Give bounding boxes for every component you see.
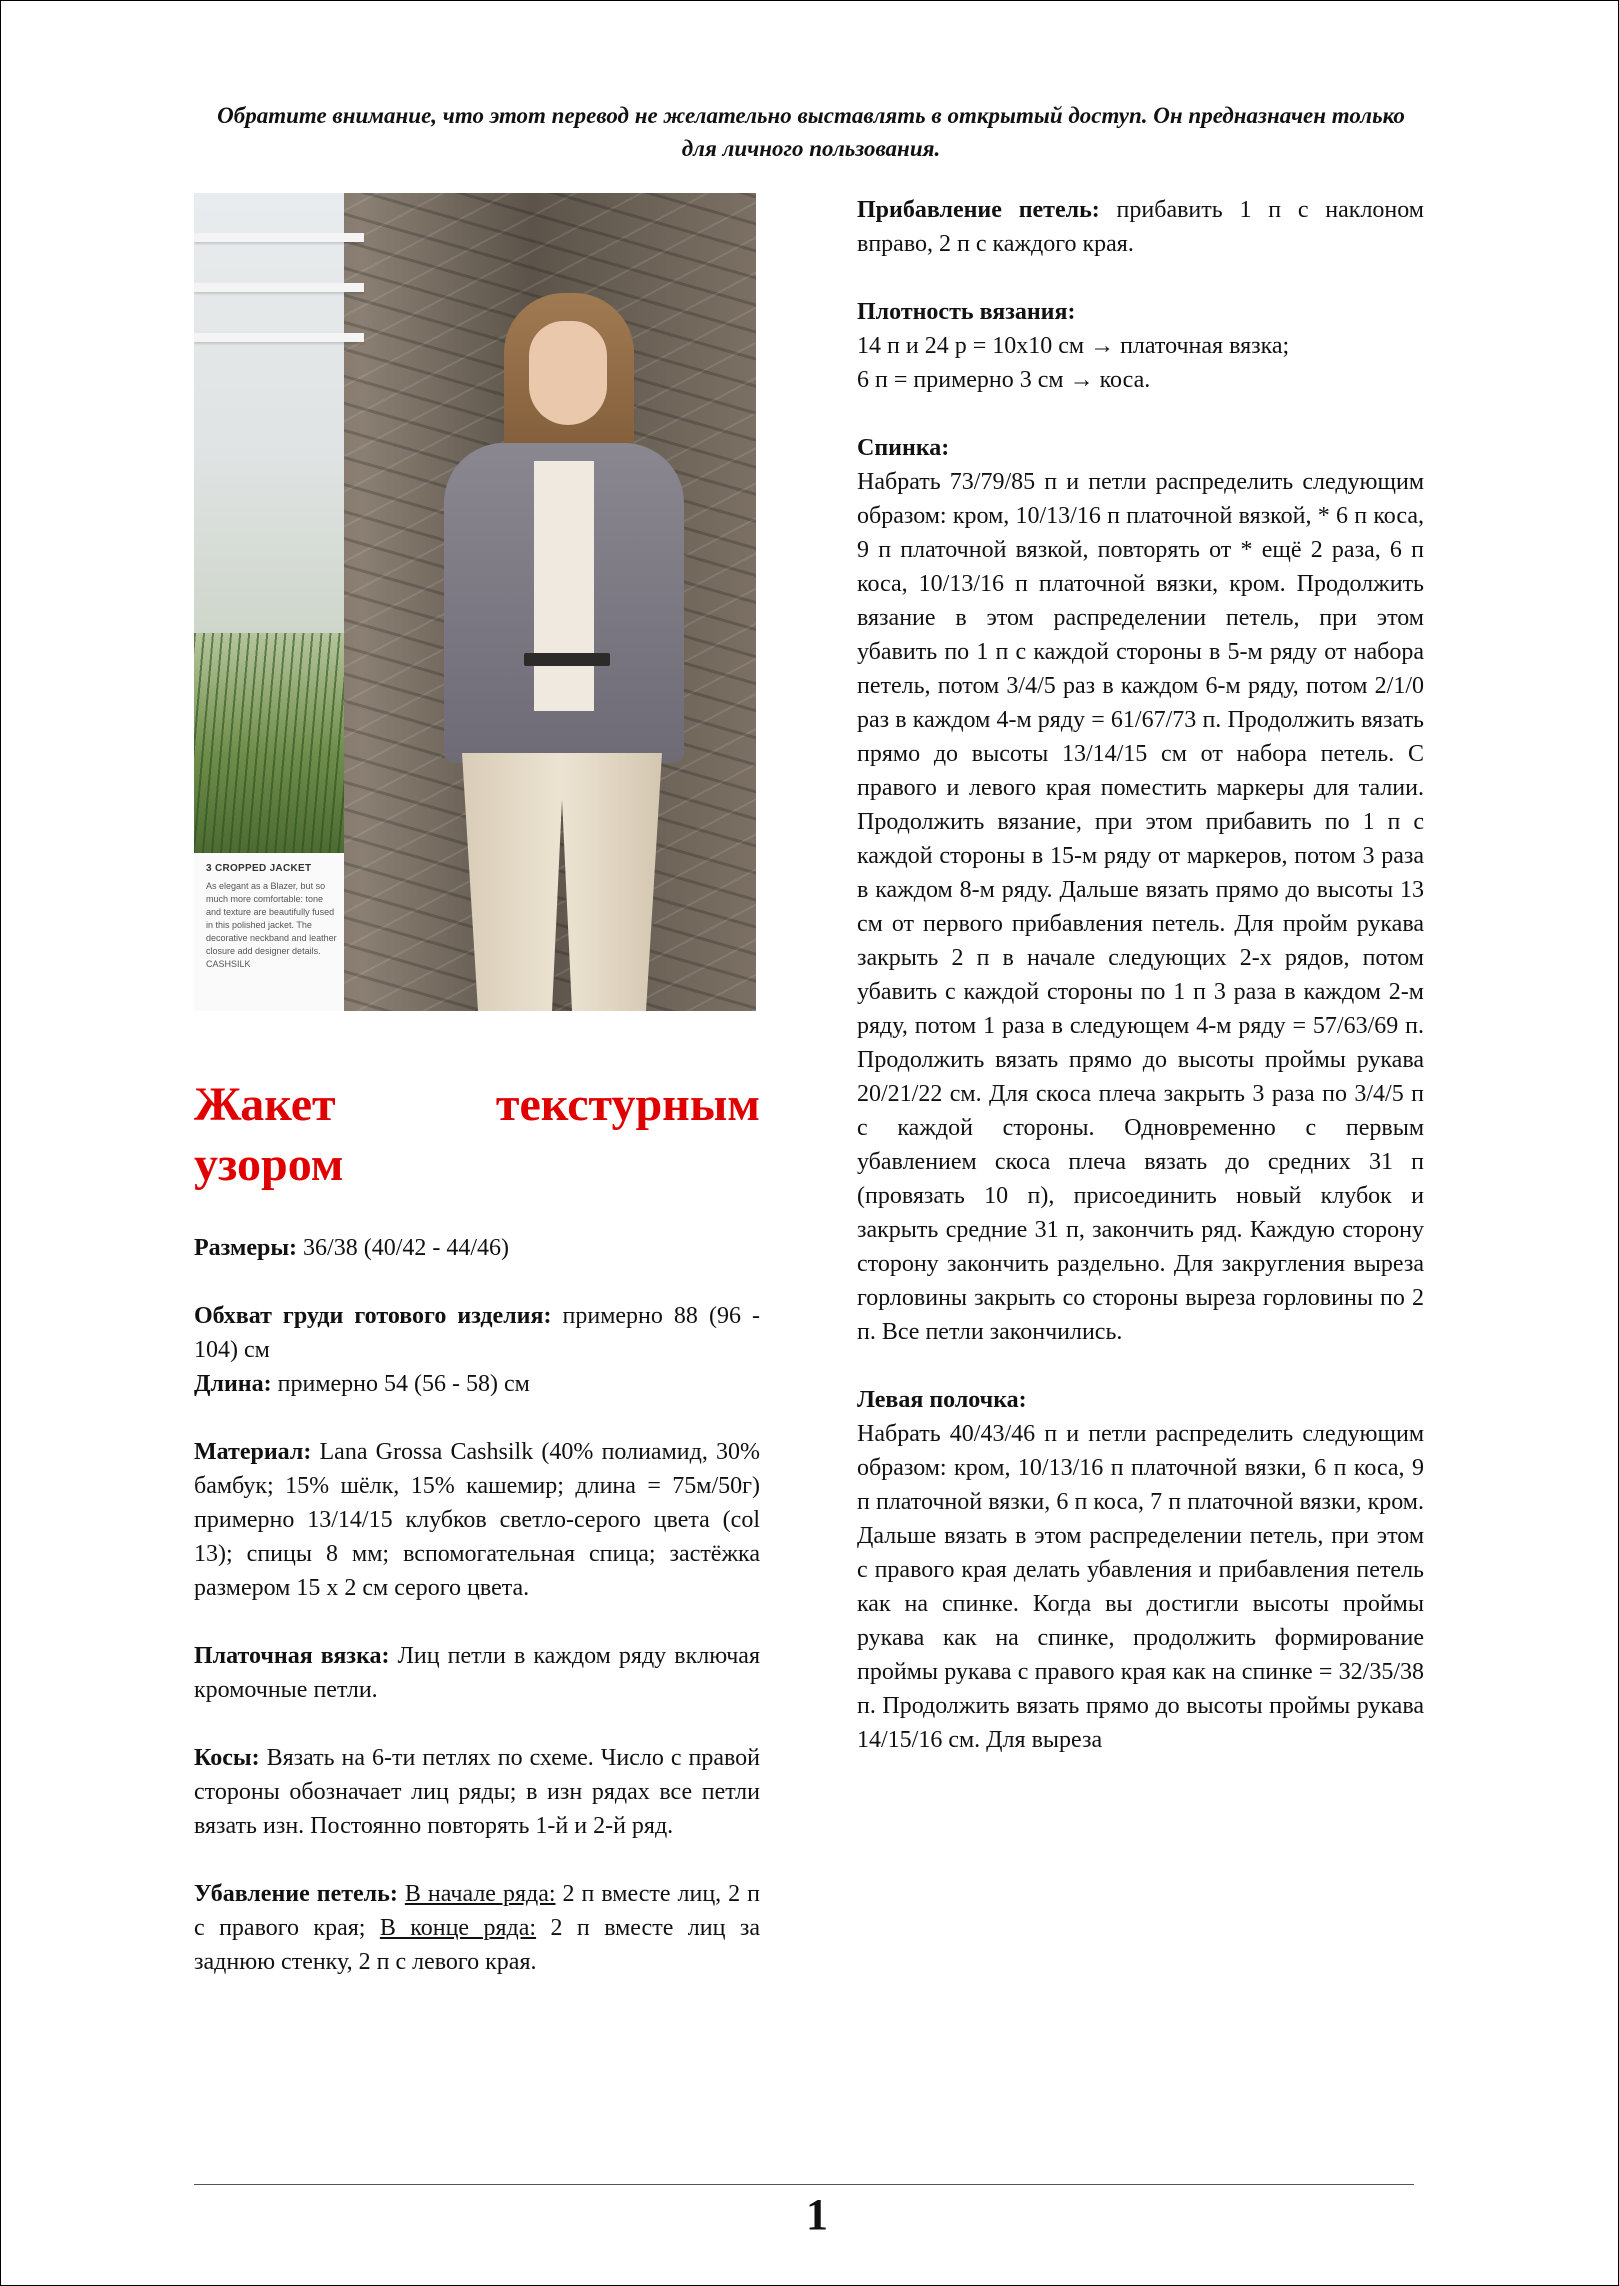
bust-text: примерно 88 (96 - 104) см — [194, 1303, 761, 1363]
length-paragraph — [194, 1367, 760, 1401]
left-front-label: Левая полочка: — [857, 1387, 1027, 1413]
window-beam — [194, 333, 364, 342]
pattern-title-line1: Жакет текстурным — [194, 1078, 760, 1131]
cables-label: Косы: — [194, 1745, 260, 1771]
photo-caption-text: As elegant as a Blazer, but so much more comfortable: tone and texture are beautifully fused in this polished jacket. The decorative neckband and leather closure add designer details. CASHSILK — [206, 881, 337, 969]
model-photo — [194, 193, 756, 1011]
sizes-label: Размеры: — [194, 1235, 298, 1261]
right-column — [857, 193, 1424, 1757]
left-front-text: Набрать 40/43/46 п и петли распределить следующим образом: кром, 10/13/16 п платочной вязки, 6 п коса, 9 п платочной вязки, 6 п коса, 7 п платочной вязки, кром. Дальше вязать в этом распределении петель, при этом с правого края делать убавления и прибавления петель как на спинке. Когда вы достигли высоты проймы рукава как на спинке, продолжить формирование проймы рукава с правого края как на спинке = 32/35/38 п. Продолжить вязать прямо до высоты проймы рукава 14/15/16 см. Для выреза — [857, 1421, 1424, 1753]
decrease-paragraph — [194, 1877, 760, 1979]
material-text: Lana Grossa Cashsilk (40% полиамид, 30% бамбук; 15% шёлк, 15% кашемир; длина = 75м/50г) примерно 13/14/15 клубков светло-серого цвета (col 13); спицы 8 мм; вспомогательная спица; застёжка размером 15 x 2 см серого цвета. — [194, 1439, 760, 1601]
private-use-notice: Обратите внимание, что этот перевод не желательно выставлять в открытый доступ. Он предназначен только для личного пользования. — [217, 103, 1405, 161]
pattern-title-line2: узором — [194, 1138, 344, 1191]
decrease-row-end-label: В конце ряда: — [379, 1915, 537, 1941]
footer-divider — [194, 2184, 1414, 2185]
window-beam — [194, 233, 364, 242]
garter-stitch-text: Лиц петли в каждом ряду включая кромочные петли. — [194, 1643, 760, 1703]
decrease-row-start-label: В начале ряда: — [404, 1881, 556, 1907]
sizes-paragraph — [194, 1231, 760, 1265]
pattern-title — [194, 1075, 760, 1195]
decrease-row-start-text: 2 п вместе лиц, 2 п с правого края; — [194, 1881, 760, 1941]
decrease-row-end-text: 2 п вместе лиц за заднюю стенку, 2 п с левого края. — [194, 1915, 760, 1975]
leather-closure — [524, 653, 610, 666]
page-number: 1 — [806, 2190, 828, 2239]
increase-paragraph — [857, 193, 1424, 261]
increase-text: прибавить 1 п с наклоном вправо, 2 п с каждого края. — [857, 197, 1424, 257]
gauge-line-garter: 14 п и 24 р = 10x10 см → платочная вязка; — [857, 333, 1290, 359]
gauge-line-cable: 6 п = примерно 3 см → коса. — [857, 367, 1151, 393]
material-label: Материал: — [194, 1439, 312, 1465]
sizes-text: 36/38 (40/42 - 44/46) — [297, 1235, 510, 1261]
left-column — [194, 1231, 760, 1979]
window-beam — [194, 283, 364, 292]
back-text: Набрать 73/79/85 п и петли распределить следующим образом: кром, 10/13/16 п платочной вязкой, * 6 п коса, 9 п платочной вязкой, повторять от * ещё 2 раза, 6 п коса, 10/13/16 п платочной вязки, кром. Продолжить вязание в этом распределении петель, при этом убавить по 1 п с каждой стороны в 5-м ряду от набора петель, потом 3/4/5 раз в каждом 6-м ряду, потом 2/1/0 раз в каждом 4-м ряду = 61/67/73 п. Продолжить вязать прямо до высоты 13/14/15 см от набора петель. С правого и левого края поместить маркеры для талии. Продолжить вязание, при этом прибавить по 1 п с каждой стороны в 15-м ряду от маркеров, потом 3 раза в каждом 8-м ряду. Дальше вязать прямо до высоты 13 см от первого прибавления петель. Для пройм рукава закрыть 2 п в начале следующих 2-х рядов, потом убавить с каждой стороны по 1 п 3 раза в каждом 2-м ряду, потом 1 раза в следующем 4-м ряду = 57/63/69 п. Продолжить вязать прямо до высоты проймы рукава 20/21/22 см. Для скоса плеча закрыть 3 раза по 3/4/5 п с каждой стороны. Одновременно с первым убавлением скоса плеча вязать до средних 31 п (провязать 10 п), присоединить новый клубок и закрыть средние 31 п, закончить ряд. Каждую сторону сторону закончить раздельно. Для закругления выреза горловины закрыть со стороны выреза горловины по 2 п. Все петли закончились. — [857, 469, 1424, 1345]
bust-label: Обхват груди готового изделия: — [194, 1303, 552, 1329]
back-paragraph — [857, 431, 1424, 1349]
length-label: Длина: — [194, 1371, 272, 1397]
bust-paragraph — [194, 1299, 760, 1367]
plants-background — [194, 633, 344, 853]
length-text: примерно 54 (56 - 58) см — [271, 1371, 530, 1397]
decrease-label: Убавление петель: — [194, 1881, 398, 1907]
gauge-label: Плотность вязания: — [857, 299, 1076, 325]
model-face — [529, 321, 607, 425]
photo-caption-panel — [194, 853, 344, 1011]
left-front-paragraph — [857, 1383, 1424, 1757]
back-label: Спинка: — [857, 435, 950, 461]
garter-stitch-label: Платочная вязка: — [194, 1643, 390, 1669]
model-trousers — [462, 753, 662, 1011]
gauge-paragraph — [857, 295, 1424, 397]
increase-label: Прибавление петель: — [857, 197, 1100, 223]
model-top — [534, 461, 594, 711]
cables-paragraph — [194, 1741, 760, 1843]
material-paragraph — [194, 1435, 760, 1605]
cables-text: Вязать на 6-ти петлях по схеме. Число с правой стороны обозначает лиц ряды; в изн рядах все петли вязать изн. Постоянно повторять 1-й и 2-й ряд. — [194, 1745, 760, 1839]
garter-stitch-paragraph — [194, 1639, 760, 1707]
photo-caption-title: 3 CROPPED JACKET — [206, 863, 312, 874]
